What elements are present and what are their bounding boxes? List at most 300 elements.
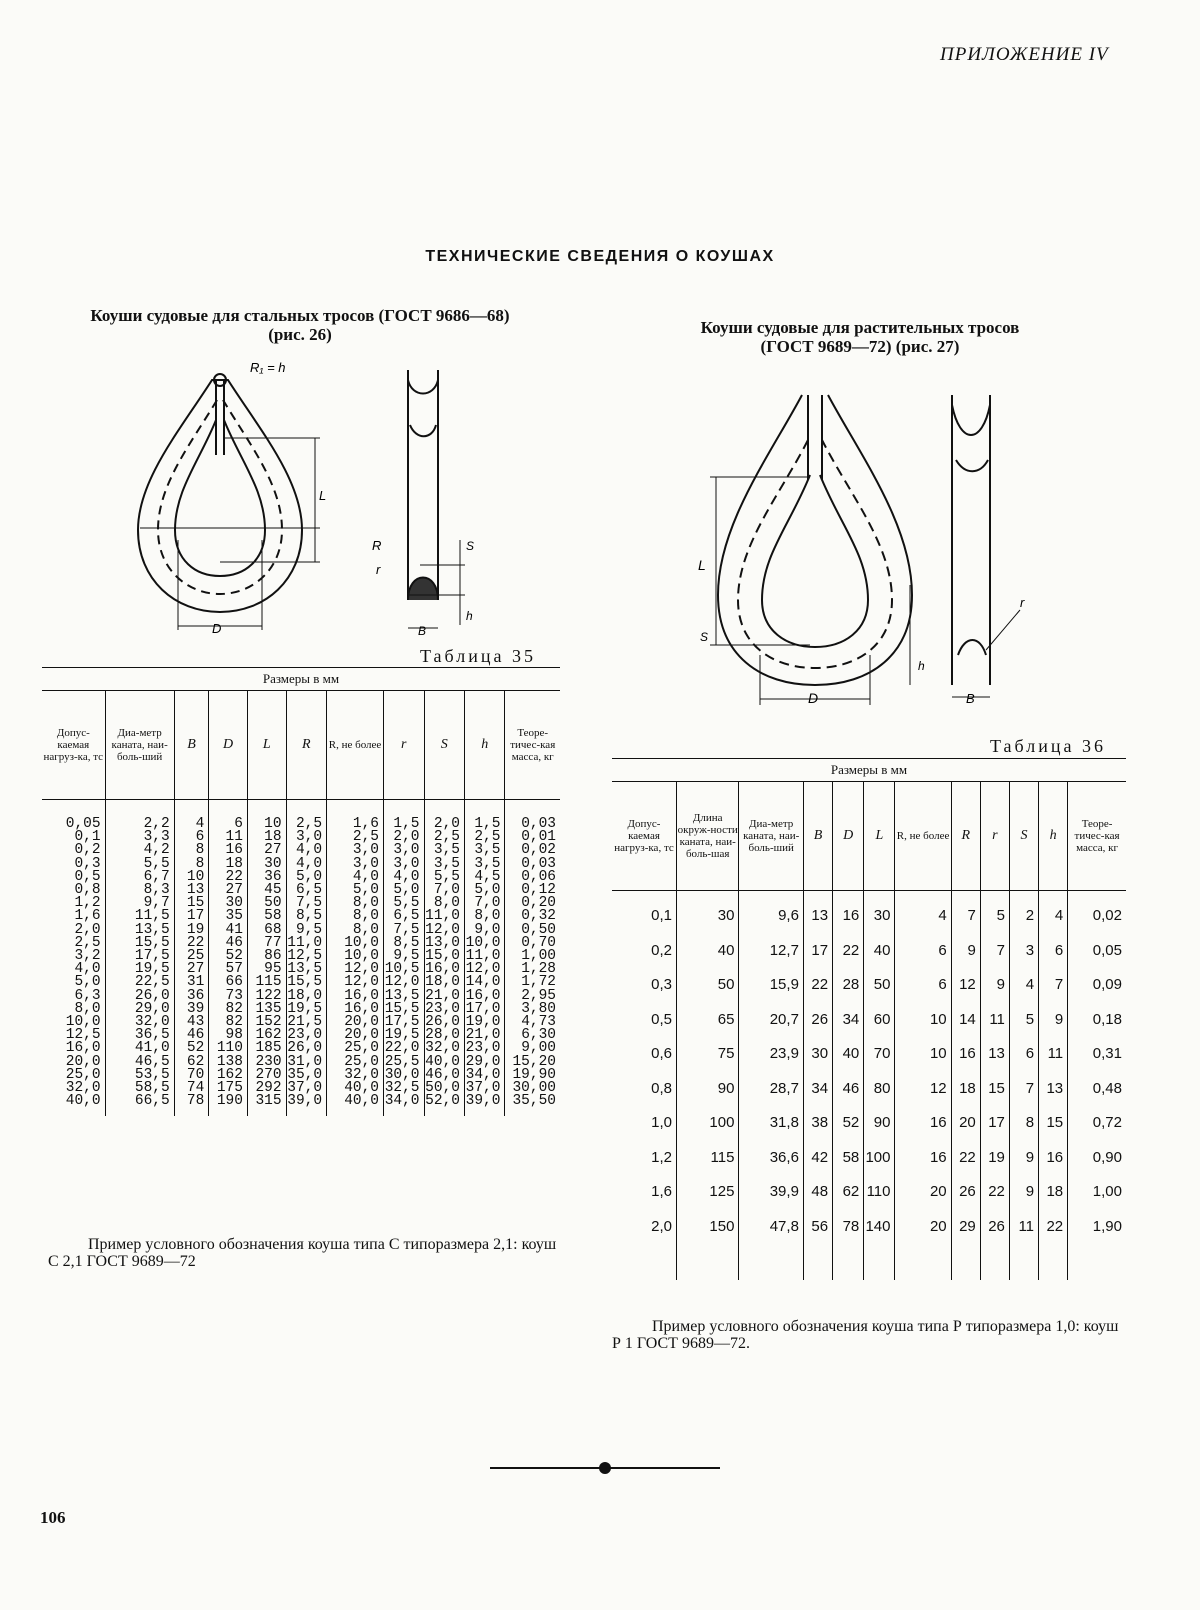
table-cell: 40,0 xyxy=(65,1093,101,1110)
table-cell: 37,0 xyxy=(464,1082,504,1095)
table-cell: 3,0 xyxy=(286,831,326,844)
table-cell: 0,5 xyxy=(651,1010,672,1028)
table-cell: 9,00 xyxy=(505,1042,560,1055)
table-cell: 40,0 xyxy=(327,1095,384,1116)
table-cell: 9,7 xyxy=(105,897,174,910)
table-cell: 3,2 xyxy=(74,948,101,965)
table-cell: 7,0 xyxy=(424,884,464,897)
table-cell: 16 xyxy=(209,844,248,857)
table-cell: 11,5 xyxy=(105,910,174,923)
table-cell: 25,0 xyxy=(327,1042,384,1055)
table-cell: 28 xyxy=(833,968,864,1003)
table-cell: 29 xyxy=(951,1210,980,1281)
thimble-inner-outline-r xyxy=(762,475,868,647)
table-cell: 28,7 xyxy=(739,1072,804,1107)
table-cell: 0,03 xyxy=(505,858,560,871)
table-cell: 7,0 xyxy=(464,897,504,910)
table-cell: 4 xyxy=(895,891,951,934)
table-cell: 0,3 xyxy=(651,976,672,993)
table-cell: 23,0 xyxy=(464,1042,504,1055)
table-cell: 35,50 xyxy=(505,1095,560,1116)
table-cell: 2,5 xyxy=(74,934,101,951)
table-cell: 52 xyxy=(174,1042,209,1055)
table-cell: 32,0 xyxy=(105,1016,174,1029)
table-cell: 40,0 xyxy=(424,1056,464,1069)
table-cell: 46 xyxy=(209,937,248,950)
table-cell: 1,90 xyxy=(1068,1210,1126,1281)
table-cell: 7 xyxy=(951,891,980,934)
table-cell: 3,5 xyxy=(464,858,504,871)
t36-col-r-max: R, не более xyxy=(895,782,951,891)
t36-col-h: h xyxy=(1039,782,1068,891)
table-cell: 39,9 xyxy=(739,1175,804,1210)
table-cell: 8 xyxy=(174,858,209,871)
table-cell: 14,0 xyxy=(464,976,504,989)
table-cell: 10 xyxy=(895,1003,951,1038)
table-cell: 13 xyxy=(174,884,209,897)
table-cell: 115 xyxy=(247,976,286,989)
table-cell: 5,5 xyxy=(105,858,174,871)
table-cell: 125 xyxy=(677,1175,739,1210)
table-cell: 70 xyxy=(864,1037,895,1072)
table-cell: 2,2 xyxy=(105,800,174,832)
table-cell: 27 xyxy=(174,963,209,976)
fig26-label-d: D xyxy=(212,621,222,636)
table-cell: 10 xyxy=(895,1037,951,1072)
table-cell: 6 xyxy=(895,934,951,969)
table-cell: 31,0 xyxy=(286,1056,326,1069)
table-cell: 30,00 xyxy=(505,1082,560,1095)
table-cell: 11 xyxy=(209,831,248,844)
table-row xyxy=(612,891,1126,934)
table-cell: 16 xyxy=(951,1037,980,1072)
table-cell: 13,0 xyxy=(424,937,464,950)
table-cell: 122 xyxy=(247,990,286,1003)
table-cell: 41,0 xyxy=(105,1042,174,1055)
table-row xyxy=(612,934,1126,969)
table-cell: 5,5 xyxy=(424,871,464,884)
table-cell: 0,1 xyxy=(74,829,101,846)
table-cell: 18,0 xyxy=(424,976,464,989)
table-35 xyxy=(42,667,560,1116)
table-cell: 0,12 xyxy=(505,884,560,897)
table-cell: 12,7 xyxy=(739,934,804,969)
table-cell: 26,0 xyxy=(424,1016,464,1029)
table-cell: 0,01 xyxy=(505,831,560,844)
table-cell: 4,0 xyxy=(286,844,326,857)
table-cell: 9 xyxy=(1039,1003,1068,1038)
table-cell: 0,48 xyxy=(1068,1072,1126,1107)
table-cell: 0,02 xyxy=(505,844,560,857)
table-cell: 60 xyxy=(864,1003,895,1038)
table-cell: 39,0 xyxy=(286,1095,326,1116)
table-cell: 32,0 xyxy=(424,1042,464,1055)
table-cell: 62 xyxy=(833,1175,864,1210)
table-cell: 17,5 xyxy=(384,1016,424,1029)
table-cell: 0,6 xyxy=(651,1045,672,1062)
table-cell: 0,03 xyxy=(505,800,560,832)
table-cell: 12 xyxy=(951,968,980,1003)
table-cell: 66 xyxy=(209,976,248,989)
table-cell: 40 xyxy=(677,934,739,969)
table-cell: 34 xyxy=(833,1003,864,1038)
table-cell: 32,5 xyxy=(384,1082,424,1095)
table-cell: 25,0 xyxy=(65,1066,101,1083)
table-cell: 7 xyxy=(1009,1072,1038,1107)
table-cell: 4,2 xyxy=(105,844,174,857)
table-cell: 58 xyxy=(833,1141,864,1176)
table-cell: 1,6 xyxy=(327,800,384,832)
appendix-heading: ПРИЛОЖЕНИЕ IV xyxy=(940,44,1109,65)
table-cell: 3,5 xyxy=(464,844,504,857)
table-cell: 0,70 xyxy=(505,937,560,950)
left-section-title xyxy=(40,306,560,344)
table-cell: 9,5 xyxy=(286,924,326,937)
table-cell: 22 xyxy=(803,968,832,1003)
table-36-header xyxy=(612,782,1126,891)
table-cell: 0,90 xyxy=(1068,1141,1126,1176)
t35-col-b: B xyxy=(174,691,209,800)
table-cell: 15,9 xyxy=(739,968,804,1003)
table-cell: 1,72 xyxy=(505,976,560,989)
table-cell: 8,0 xyxy=(327,910,384,923)
table-row xyxy=(612,1141,1126,1176)
table-cell: 12,0 xyxy=(327,963,384,976)
thimble-dashed-line-r xyxy=(738,440,892,668)
table-cell: 185 xyxy=(247,1042,286,1055)
t36-col-circumference: Длина окруж-ности каната, наи-боль-шая xyxy=(677,782,739,891)
table-cell: 8,5 xyxy=(286,910,326,923)
table-cell: 11 xyxy=(980,1003,1009,1038)
t36-col-diameter: Диа-метр каната, наи-боль-ший xyxy=(739,782,804,891)
table-cell: 22 xyxy=(174,937,209,950)
table-cell: 8,0 xyxy=(74,1000,101,1017)
fig26-label-r-lower: r xyxy=(376,562,381,577)
thimble-outer-outline-r xyxy=(718,395,912,685)
table-cell: 50 xyxy=(677,968,739,1003)
table-cell: 57 xyxy=(209,963,248,976)
right-title-line1: Коуши судовые для растительных тросов xyxy=(700,318,1020,337)
table-cell: 41 xyxy=(209,924,248,937)
table-cell: 1,2 xyxy=(651,1148,672,1166)
table-cell: 13,5 xyxy=(286,963,326,976)
table-cell: 12,0 xyxy=(327,976,384,989)
table-cell: 22,5 xyxy=(105,976,174,989)
table-cell: 10,0 xyxy=(65,1014,101,1031)
table-cell: 16,0 xyxy=(464,990,504,1003)
table-cell: 17 xyxy=(803,934,832,969)
table-cell: 5 xyxy=(980,891,1009,934)
table-cell: 5,0 xyxy=(327,884,384,897)
table-cell: 100 xyxy=(864,1141,895,1176)
table-cell: 1,5 xyxy=(384,800,424,832)
table-cell: 150 xyxy=(677,1210,739,1281)
t35-col-h: h xyxy=(464,691,504,800)
t36-col-b: B xyxy=(803,782,832,891)
table-cell: 32,0 xyxy=(65,1080,101,1097)
table-cell: 32,0 xyxy=(327,1069,384,1082)
table-cell: 22 xyxy=(833,934,864,969)
t35-col-s: S xyxy=(424,691,464,800)
table-cell: 22,0 xyxy=(384,1042,424,1055)
table-cell: 31,8 xyxy=(739,1106,804,1141)
table-cell: 78 xyxy=(833,1210,864,1281)
table-cell: 9,5 xyxy=(384,950,424,963)
t36-col-r-small: r xyxy=(980,782,1009,891)
fig27-label-b: B xyxy=(966,691,975,706)
table-cell: 16 xyxy=(895,1106,951,1141)
table-cell: 5,5 xyxy=(384,897,424,910)
table-cell: 6,5 xyxy=(384,910,424,923)
table-cell: 7,5 xyxy=(286,897,326,910)
table-cell: 58 xyxy=(247,910,286,923)
table-cell: 3,0 xyxy=(384,858,424,871)
table-cell: 10,5 xyxy=(384,963,424,976)
table-cell: 21,0 xyxy=(464,1029,504,1042)
table-cell: 0,72 xyxy=(1068,1106,1126,1141)
table-row xyxy=(612,1210,1126,1281)
thimble-inner-outline xyxy=(175,420,265,576)
table-cell: 8,0 xyxy=(327,924,384,937)
table-cell: 13,5 xyxy=(384,990,424,1003)
table-cell: 36,5 xyxy=(105,1029,174,1042)
table-cell: 6,5 xyxy=(286,884,326,897)
table-cell: 78 xyxy=(174,1095,209,1116)
fig27-label-l: L xyxy=(698,557,706,573)
table-cell: 37,0 xyxy=(286,1082,326,1095)
table-cell: 15,5 xyxy=(384,1003,424,1016)
table-row xyxy=(612,1175,1126,1210)
table-cell: 30 xyxy=(247,858,286,871)
table-cell: 10 xyxy=(174,871,209,884)
table-row xyxy=(42,1095,560,1116)
table-cell: 62 xyxy=(174,1056,209,1069)
table-cell: 0,1 xyxy=(651,907,672,924)
t36-col-l: L xyxy=(864,782,895,891)
page-number: 106 xyxy=(40,1508,66,1527)
table-cell: 34,0 xyxy=(464,1069,504,1082)
table-cell: 34 xyxy=(803,1072,832,1107)
table-cell: 115 xyxy=(677,1141,739,1176)
t36-col-load: Допус-каемая нагруз-ка, тс xyxy=(612,782,677,891)
table-cell: 73 xyxy=(209,990,248,1003)
table-cell: 9,6 xyxy=(739,891,804,934)
right-example-note: Пример условного обозначения коуша типа Р типоразмера 1,0: коуш Р 1 ГОСТ 9689—72. xyxy=(612,1318,1119,1352)
table-cell: 3,5 xyxy=(424,844,464,857)
table-row xyxy=(42,800,560,832)
table-35-body xyxy=(42,800,560,1117)
table-cell: 17 xyxy=(980,1106,1009,1141)
table-cell: 5,0 xyxy=(384,884,424,897)
table-cell: 30 xyxy=(803,1037,832,1072)
table-cell: 315 xyxy=(247,1095,286,1116)
table-cell: 9 xyxy=(1009,1175,1038,1210)
table-cell: 36 xyxy=(174,990,209,1003)
table-cell: 138 xyxy=(209,1056,248,1069)
table-cell: 140 xyxy=(864,1210,895,1281)
table-cell: 19 xyxy=(980,1141,1009,1176)
table-cell: 13 xyxy=(1039,1072,1068,1107)
table-cell: 15,20 xyxy=(505,1056,560,1069)
t35-col-r: R xyxy=(286,691,326,800)
table-36-units: Размеры в мм xyxy=(612,759,1126,782)
table-row xyxy=(612,968,1126,1003)
table-cell: 5 xyxy=(1009,1003,1038,1038)
table-cell: 4 xyxy=(1009,968,1038,1003)
table-cell: 1,28 xyxy=(505,963,560,976)
table-cell: 16,0 xyxy=(327,1003,384,1016)
table-cell: 6 xyxy=(895,968,951,1003)
table-cell: 35,0 xyxy=(286,1069,326,1082)
page-title: ТЕХНИЧЕСКИЕ СВЕДЕНИЯ О КОУШАХ xyxy=(425,248,775,265)
table-cell: 4,5 xyxy=(464,871,504,884)
table-cell: 0,50 xyxy=(505,924,560,937)
table-cell: 22 xyxy=(1039,1210,1068,1281)
table-cell: 12,0 xyxy=(464,963,504,976)
table-cell: 4,0 xyxy=(74,961,101,978)
table-cell: 30 xyxy=(864,891,895,934)
table-cell: 18 xyxy=(951,1072,980,1107)
t35-col-r-small: r xyxy=(384,691,424,800)
figure-26-drawing xyxy=(120,350,490,640)
table-cell: 52 xyxy=(209,950,248,963)
table-cell: 17 xyxy=(174,910,209,923)
table-cell: 4,0 xyxy=(327,871,384,884)
table-cell: 40,0 xyxy=(327,1082,384,1095)
t36-col-s: S xyxy=(1009,782,1038,891)
table-row xyxy=(612,1072,1126,1107)
table-cell: 52 xyxy=(833,1106,864,1141)
table-cell: 31 xyxy=(174,976,209,989)
table-cell: 10,0 xyxy=(327,937,384,950)
table-cell: 3,3 xyxy=(105,831,174,844)
table-cell: 2,0 xyxy=(384,831,424,844)
t35-col-d: D xyxy=(209,691,248,800)
table-cell: 0,18 xyxy=(1068,1003,1126,1038)
table-cell: 2 xyxy=(1009,891,1038,934)
table-cell: 98 xyxy=(209,1029,248,1042)
table-cell: 0,32 xyxy=(505,910,560,923)
table-cell: 40 xyxy=(833,1037,864,1072)
table-cell: 2,0 xyxy=(424,800,464,832)
t35-col-l: L xyxy=(247,691,286,800)
table-cell: 82 xyxy=(209,1016,248,1029)
table-cell: 18 xyxy=(247,831,286,844)
table-cell: 50 xyxy=(247,897,286,910)
table-cell: 58,5 xyxy=(105,1082,174,1095)
table-cell: 16,0 xyxy=(65,1040,101,1057)
table-cell: 40 xyxy=(864,934,895,969)
table-cell: 1,00 xyxy=(505,950,560,963)
table-cell: 14 xyxy=(951,1003,980,1038)
table-cell: 13 xyxy=(803,891,832,934)
table-cell: 25 xyxy=(174,950,209,963)
table-cell: 13,5 xyxy=(105,924,174,937)
table-cell: 15,0 xyxy=(424,950,464,963)
table-cell: 3,0 xyxy=(327,858,384,871)
table-cell: 17,5 xyxy=(105,950,174,963)
table-cell: 80 xyxy=(864,1072,895,1107)
table-cell: 68 xyxy=(247,924,286,937)
table-cell: 270 xyxy=(247,1069,286,1082)
table-35-units: Размеры в мм xyxy=(42,668,560,691)
t35-col-r-max: R, не более xyxy=(327,691,384,800)
table-cell: 50,0 xyxy=(424,1082,464,1095)
right-title-line2: (ГОСТ 9689—72) (рис. 27) xyxy=(760,337,960,356)
table-cell: 43 xyxy=(174,1016,209,1029)
table-cell: 18 xyxy=(209,858,248,871)
fig26-label-h: h xyxy=(466,609,473,623)
table-cell: 4 xyxy=(1039,891,1068,934)
table-cell: 19 xyxy=(174,924,209,937)
table-cell: 0,05 xyxy=(65,816,101,832)
table-cell: 27 xyxy=(247,844,286,857)
table-cell: 22 xyxy=(951,1141,980,1176)
table-cell: 17,0 xyxy=(464,1003,504,1016)
table-cell: 1,00 xyxy=(1068,1175,1126,1210)
table-cell: 6,7 xyxy=(105,871,174,884)
table-cell: 22 xyxy=(209,871,248,884)
t35-col-diameter: Диа-метр каната, наи-боль-ший xyxy=(105,691,174,800)
fig27-label-r: r xyxy=(1020,595,1025,610)
table-36 xyxy=(612,758,1126,1280)
table-cell: 27 xyxy=(209,884,248,897)
fig26-label-l: L xyxy=(319,488,327,503)
table-cell: 12 xyxy=(895,1072,951,1107)
table-cell: 5,0 xyxy=(464,884,504,897)
table-cell: 2,5 xyxy=(286,800,326,832)
table-cell: 292 xyxy=(247,1082,286,1095)
right-section-title xyxy=(610,318,1110,356)
table-cell: 0,2 xyxy=(74,842,101,859)
table-cell: 22 xyxy=(980,1175,1009,1210)
table-cell: 5,0 xyxy=(74,974,101,991)
table-cell: 34,0 xyxy=(384,1095,424,1116)
table-cell: 11,0 xyxy=(464,950,504,963)
table-cell: 6,3 xyxy=(74,987,101,1004)
table-cell: 21,5 xyxy=(286,1016,326,1029)
table-cell: 16,0 xyxy=(327,990,384,1003)
table-cell: 16 xyxy=(833,891,864,934)
t36-col-r: R xyxy=(951,782,980,891)
left-example-note: Пример условного обозначения коуша типа С типоразмера 2,1: коуш С 2,1 ГОСТ 9689—72 xyxy=(48,1236,557,1270)
table-cell: 152 xyxy=(247,1016,286,1029)
table-cell: 0,31 xyxy=(1068,1037,1126,1072)
table-cell: 19,5 xyxy=(286,1003,326,1016)
table-cell: 16 xyxy=(895,1141,951,1176)
table-cell: 16 xyxy=(1039,1141,1068,1176)
table-cell: 26 xyxy=(980,1210,1009,1281)
table-cell: 18 xyxy=(1039,1175,1068,1210)
table-cell: 15 xyxy=(1039,1106,1068,1141)
table-cell: 1,0 xyxy=(651,1114,672,1131)
table-cell: 45 xyxy=(247,884,286,897)
table-cell: 1,6 xyxy=(651,1183,672,1200)
table-cell: 26 xyxy=(803,1003,832,1038)
table-cell: 20 xyxy=(951,1106,980,1141)
table-cell: 52,0 xyxy=(424,1095,464,1116)
table-cell: 70 xyxy=(174,1069,209,1082)
table-cell: 46 xyxy=(833,1072,864,1107)
table-cell: 29,0 xyxy=(105,1003,174,1016)
table-row xyxy=(612,1003,1126,1038)
table-row xyxy=(612,1106,1126,1141)
table-cell: 20 xyxy=(895,1175,951,1210)
fig26-label-b: B xyxy=(418,624,427,638)
table-cell: 25,5 xyxy=(384,1056,424,1069)
table-cell: 7,5 xyxy=(384,924,424,937)
table-cell: 8,0 xyxy=(424,897,464,910)
